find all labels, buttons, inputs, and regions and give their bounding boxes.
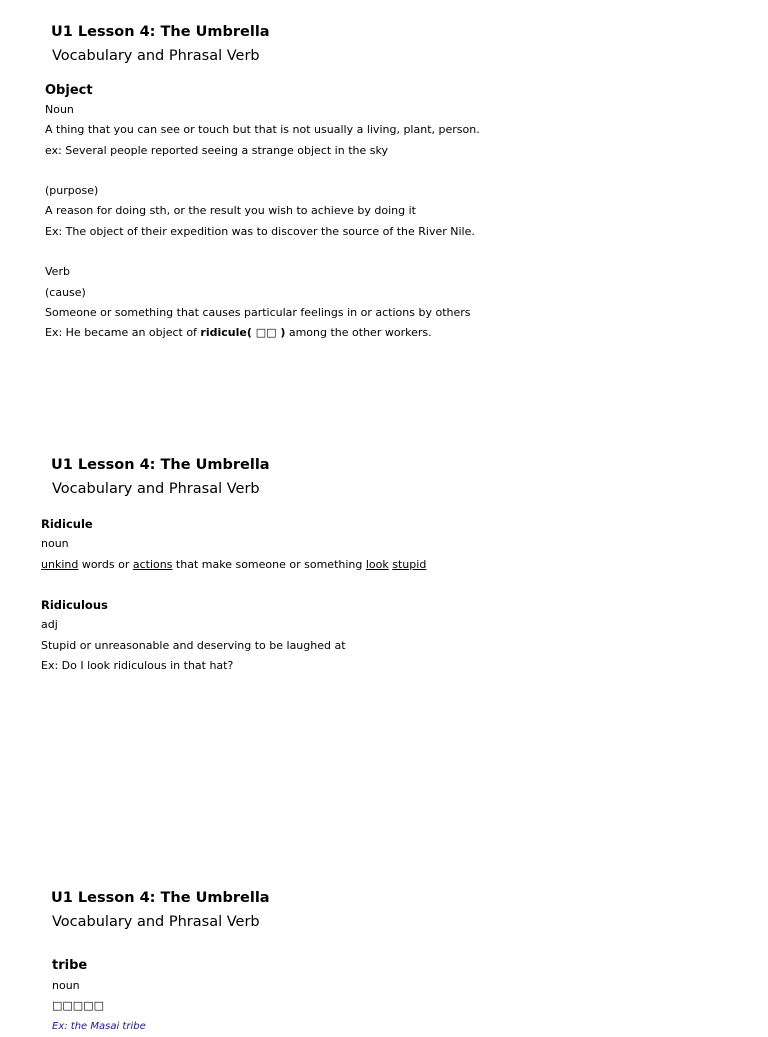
example: Ex: The object of their expedition was to discover the source of the River Nile.: [45, 224, 475, 238]
entry-object: [45, 81, 480, 344]
definition: Someone or something that causes particular feelings in or actions by others: [45, 305, 471, 319]
entry-tribe: [52, 955, 146, 1037]
translation: □□□□□: [52, 999, 104, 1013]
example: Ex: the Masai tribe: [52, 1020, 146, 1032]
entry-ridicule: [41, 514, 426, 676]
lesson-title: U1 Lesson 4: The Umbrella: [51, 24, 270, 40]
underlined-word: look: [365, 557, 389, 571]
spacer: [45, 242, 480, 262]
part-of-speech: adj: [41, 618, 58, 632]
entry-word: tribe: [52, 958, 88, 973]
part-of-speech: Verb: [45, 265, 70, 279]
spacer: [41, 575, 426, 595]
definition-text: that make someone or something: [172, 557, 366, 571]
definition: [41, 555, 426, 575]
example: ex: Several people reported seeing a strange object in the sky: [45, 143, 388, 157]
underlined-word: stupid: [392, 557, 427, 571]
example-text: Ex: He became an object of: [45, 326, 201, 340]
lesson-title: U1 Lesson 4: The Umbrella: [51, 457, 270, 473]
part-of-speech: noun: [52, 979, 80, 992]
entry-word: Ridiculous: [41, 598, 108, 613]
highlighted-word: ridicule( □□ ): [200, 326, 286, 340]
part-of-speech: noun: [41, 537, 69, 551]
definition: Stupid or unreasonable and deserving to be laughed at: [41, 638, 346, 652]
example-text: among the other workers.: [285, 326, 432, 340]
example: [45, 323, 480, 343]
entry-word: Ridicule: [41, 517, 93, 531]
lesson-title: U1 Lesson 4: The Umbrella: [51, 890, 270, 906]
example: Ex: Do I look ridiculous in that hat?: [41, 659, 234, 673]
lesson-subtitle: Vocabulary and Phrasal Verb: [52, 914, 260, 930]
spacer: [45, 161, 480, 181]
lesson-subtitle: Vocabulary and Phrasal Verb: [52, 48, 260, 64]
lesson-subtitle: Vocabulary and Phrasal Verb: [52, 481, 260, 497]
underlined-word: unkind: [41, 557, 79, 571]
definition: A reason for doing sth, or the result you wish to achieve by doing it: [45, 204, 416, 218]
sense-label: (purpose): [45, 184, 99, 198]
sense-label: (cause): [45, 285, 86, 299]
part-of-speech: Noun: [45, 103, 74, 116]
underlined-word: actions: [132, 557, 173, 571]
definition: A thing that you can see or touch but that is not usually a living, plant, person.: [45, 123, 480, 137]
definition-text: words or: [78, 557, 133, 571]
entry-word: Object: [45, 83, 93, 98]
